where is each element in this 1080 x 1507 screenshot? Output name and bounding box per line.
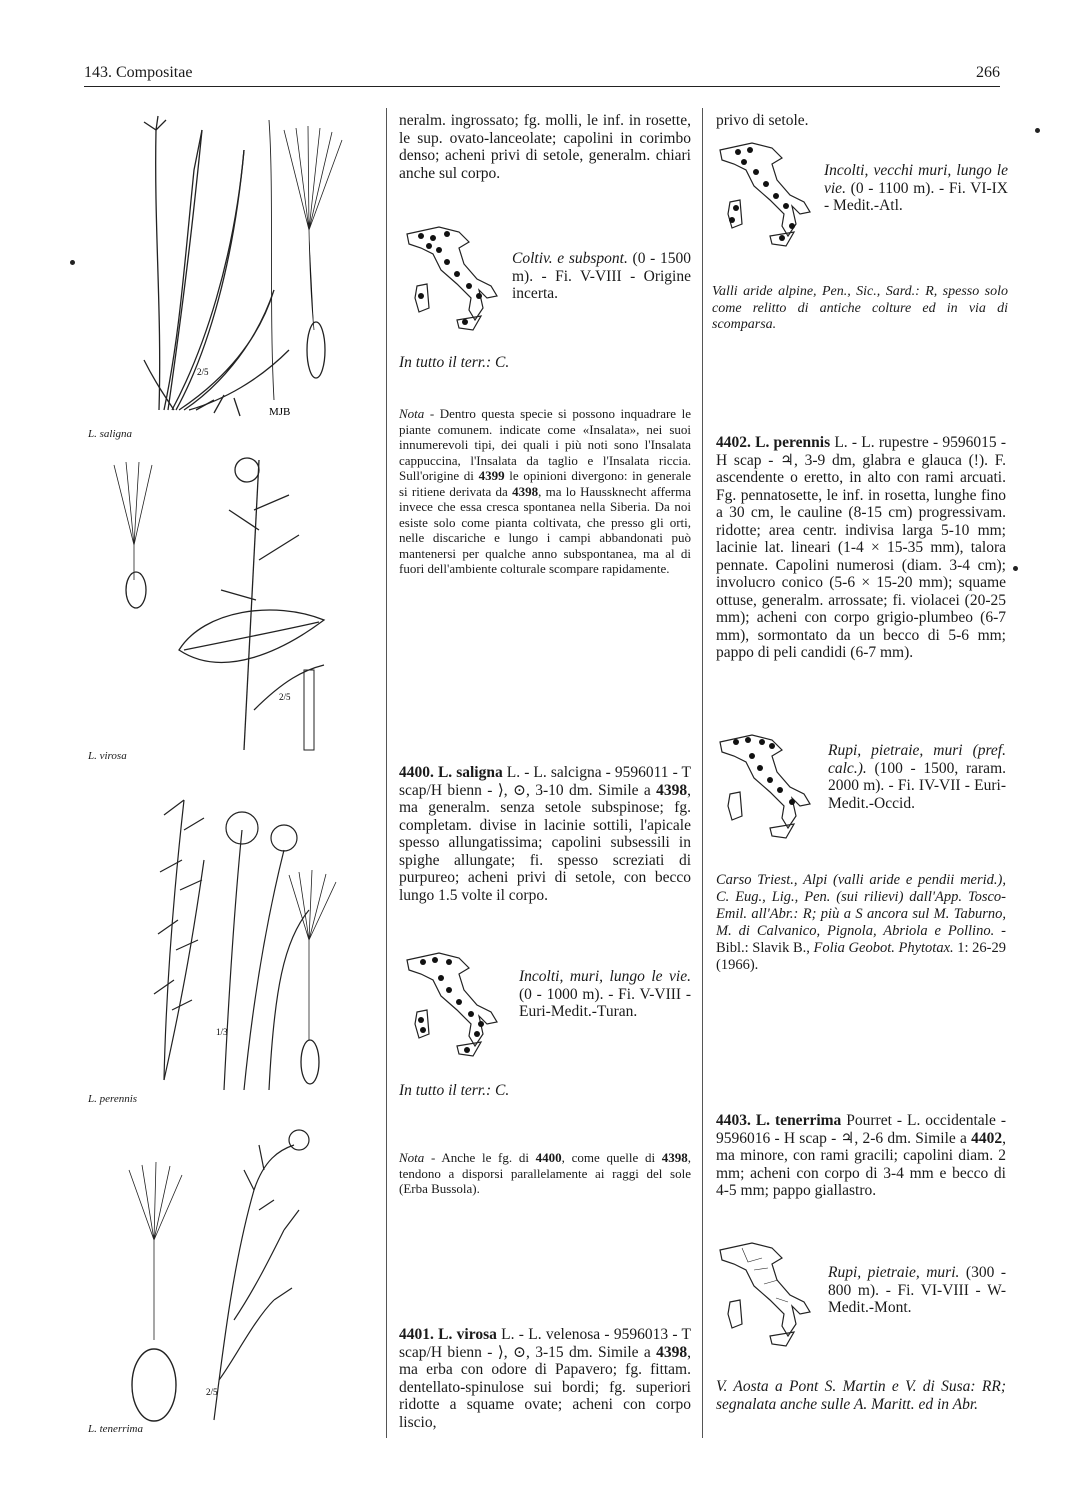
distribution-map-block (399, 950, 691, 1070)
species-ref: 4399 (478, 468, 505, 483)
phenology-chorotype: - Fi. V-VIII - Origine incerta. (512, 267, 691, 302)
altitude: (0 - 1000 m). (519, 985, 604, 1003)
speck (1035, 128, 1040, 133)
scale-fraction: 2/5 (197, 367, 209, 377)
nota-block: Nota - Anche le fg. di 4400, come quelle di 4398, tendono a disporsi parallelamente ai raggi del sole (Erba Bussola). (399, 1150, 692, 1196)
column-rule (702, 108, 703, 1438)
habitat: Rupi, pietraie, muri (pref. calc.). (828, 742, 1006, 777)
running-head (84, 62, 1000, 87)
species-entry-4400: 4400. L. saligna L. - L. salcigna - 9596011 - T scap/H bienn - ⟩, ⊙, 3-10 dm. Simile a 4398, ma generalm. senza setole subspinose; fg. completam. divise in lacinie sottili, l'apicale spesso allungatissima; capolini subsessili in spighe allungate; fi. spesso screziati di purpureo; acheni privi di setole, con becco lungo 1.5 volte il corpo. (399, 764, 692, 904)
section-title: 143. Compositae (84, 64, 193, 81)
nota-label: Nota (399, 406, 425, 421)
figure-perennis (84, 790, 374, 1110)
distribution-note: In tutto il terr.: C. (399, 1082, 510, 1099)
map-legend (519, 968, 691, 1021)
distribution-note: V. Aosta a Pont S. Martin e V. di Susa: RR; segnalata anche sulle A. Maritt. ed in Abr. (716, 1378, 1006, 1413)
map-legend (512, 250, 691, 303)
plant-drawing-saligna (84, 110, 374, 430)
figure-caption: L. virosa (88, 750, 127, 762)
figure-caption: L. tenerrima (88, 1423, 143, 1435)
continued-text: privo di setole. (716, 112, 809, 129)
plant-drawing-perennis (84, 790, 374, 1095)
nota-label: Nota (399, 1150, 425, 1165)
species-entry-4401: 4401. L. virosa L. - L. velenosa - 9596013 - T scap/H bienn - ⟩, ⊙, 3-15 dm. Simile a 4398, ma erba con odore di Papavero; fg. fittam. dentellato-spinulose sui bordi; fg. superiori ridotte a squame ovate; acheni con corpo liscio, (399, 1326, 692, 1431)
col2-intro (399, 112, 691, 182)
italy-map-icon (399, 224, 504, 334)
phenology-chorotype: - Fi. IV-VII - Euri-Medit.-Occid. (828, 777, 1006, 812)
species-name: L. tenerrima (755, 1112, 842, 1129)
bibliography-author: Slavik B., (752, 940, 810, 956)
habitat: Coltiv. e subspont. (512, 250, 628, 267)
species-ref: 4400 (535, 1150, 562, 1165)
species-ref: 4398 (656, 781, 688, 799)
habitat: Incolti, vecchi muri, lungo le vie. (824, 162, 1008, 197)
species-name: L. virosa (438, 1326, 497, 1343)
phenology-chorotype: - Fi. VI-VIII - W-Medit.-Mont. (828, 1281, 1007, 1316)
species-ref: 4398 (512, 483, 539, 499)
species-entry-4402: 4402. L. perennis L. - L. rupestre - 9596015 - H scap - ♃, 3-9 dm, glabra e glauca (!). F. ascendente o eretto, in alto con rami arcuati. Fg. pennatosette, le inf. in rosetta, lunghe fino a 30 cm, le cauline (8-15 cm) progressivam. ridotte; area centr. indivisa larga 5-10 mm; lacinie lat. lineari (1-4 × 15-35 mm), talora pennate. Capolini numerosi (diam. 3-4 cm); involucro conico (5-6 × 15-20 mm); squame ottuse, generalm. arrossate; fi. violacei (20-25 mm); acheni con corpo grigio-plumbeo (6-7 mm), sormontato da un becco di 5-6 mm; pappo di peli candidi (6-7 mm). (716, 434, 1007, 661)
species-ref: 4398 (656, 1343, 688, 1361)
plant-drawing-virosa (84, 450, 374, 755)
page-number: 266 (976, 64, 1000, 81)
distribution-map-block (399, 224, 691, 344)
bibliography-journal: Folia Geobot. Phytotax. (813, 940, 954, 956)
column-rule (386, 108, 387, 1438)
figure-caption: L. perennis (88, 1093, 138, 1105)
scale-fraction: 1/3 (216, 1027, 228, 1037)
italy-map-icon (712, 732, 817, 842)
col3-intro (716, 112, 1006, 130)
species-name: L. perennis (755, 434, 831, 451)
italy-map-icon (399, 950, 504, 1060)
bibliography-ref: 1: 26-29 (1966). (716, 940, 1006, 973)
speck (1013, 566, 1018, 571)
map-legend (824, 162, 1008, 215)
species-name: L. saligna (437, 764, 503, 781)
map-legend (828, 1264, 1006, 1317)
phenology-chorotype: - Fi. VI-IX - Medit.-Atl. (824, 179, 1008, 214)
figure-saligna (84, 110, 374, 440)
species-number: 4403. (716, 1112, 751, 1129)
bibliography-label: - Bibl.: (716, 923, 1007, 956)
distribution-map-block (712, 732, 1008, 852)
artist-signature: MJB (269, 406, 291, 418)
figure-caption: L. saligna (88, 428, 133, 440)
habitat: Rupi, pietraie, muri. (828, 1264, 960, 1281)
distribution-map-block (712, 140, 1008, 260)
species-ref: 4398 (661, 1150, 688, 1165)
figure-tenerrima (84, 1120, 374, 1440)
altitude: (0 - 1100 m). (850, 179, 935, 197)
species-number: 4401. (399, 1326, 434, 1343)
species-number: 4400. (399, 764, 434, 781)
speck (70, 260, 75, 265)
scale-fraction: 2/5 (206, 1387, 218, 1397)
italy-map-icon (712, 1240, 817, 1350)
altitude: (100 - 1500, raram. 2000 m). (828, 759, 1006, 794)
altitude: (300 - 800 m). (828, 1264, 1006, 1299)
altitude: (0 - 1500 m). (512, 250, 691, 285)
plant-drawing-tenerrima (84, 1120, 374, 1425)
species-number: 4402. (716, 434, 751, 451)
distribution-map-block (712, 1240, 1008, 1350)
nota-block: Nota - Dentro questa specie si possono inquadrare le piante comunem. indicate come «Insalata», nei suoi innumerevoli tipi, dei quali i più noti sono l'Insalata cappuccina, l'Insalata da taglio e l'Insalata riccia. Sull'origine di 4399 le opinioni divergono: in generale si ritiene derivata da 4398, ma lo Haussknecht afferma invece che essa cresca spontanea nella Siberia. Da noi esiste solo come pianta coltivata, che presso gli orti, nelle discariche e lungo i campi abbandonati può mantenersi per qualche anno subspontanea, ma al di fuori dell'ambiente colturale scompare rapidamente. (399, 406, 692, 576)
scale-fraction: 2/5 (279, 692, 291, 702)
distribution-note: Valli aride alpine, Pen., Sic., Sard.: R, spesso solo come relitto di antiche colture ed in via di scomparsa. (712, 284, 1008, 332)
species-entry-4403: 4403. L. tenerrima Pourret - L. occidentale - 9596016 - H scap - ♃, 2-6 dm. Simile a 4402, ma minore, con rami gracili; capolini diam. 2 mm; acheni con corpo di 3-4 mm e becco di 4-5 mm; pappo giallastro. (716, 1112, 1006, 1199)
habitat: Incolti, muri, lungo le vie. (519, 968, 691, 985)
continued-text: neralm. ingrossato; fg. molli, le inf. in rosette, le sup. ovato-lanceolate; capolini in corimbo denso; acheni privi di setole, generalm. chiari anche sul corpo. (399, 112, 691, 182)
species-ref: 4402 (971, 1129, 1003, 1147)
distribution-note: In tutto il terr.: C. (399, 354, 510, 371)
figure-virosa (84, 450, 374, 770)
phenology-chorotype: - Fi. V-VIII - Euri-Medit.-Turan. (519, 985, 691, 1020)
italy-map-icon (712, 140, 817, 250)
distribution-note: Carso Triest., Alpi (valli aride e pendii merid.), C. Eug., Lig., Pen. (sui rilievi) dall'App. Tosco-Emil. all'Abr.: R; più a S ancora sul M. Taburno, M. di Calvanico, Pignola, Abriola e Pollino. - Bibl.: Slavik B., Folia Geobot. Phytotax. 1: 26-29 (1966). (716, 872, 1007, 973)
map-legend (828, 742, 1006, 812)
